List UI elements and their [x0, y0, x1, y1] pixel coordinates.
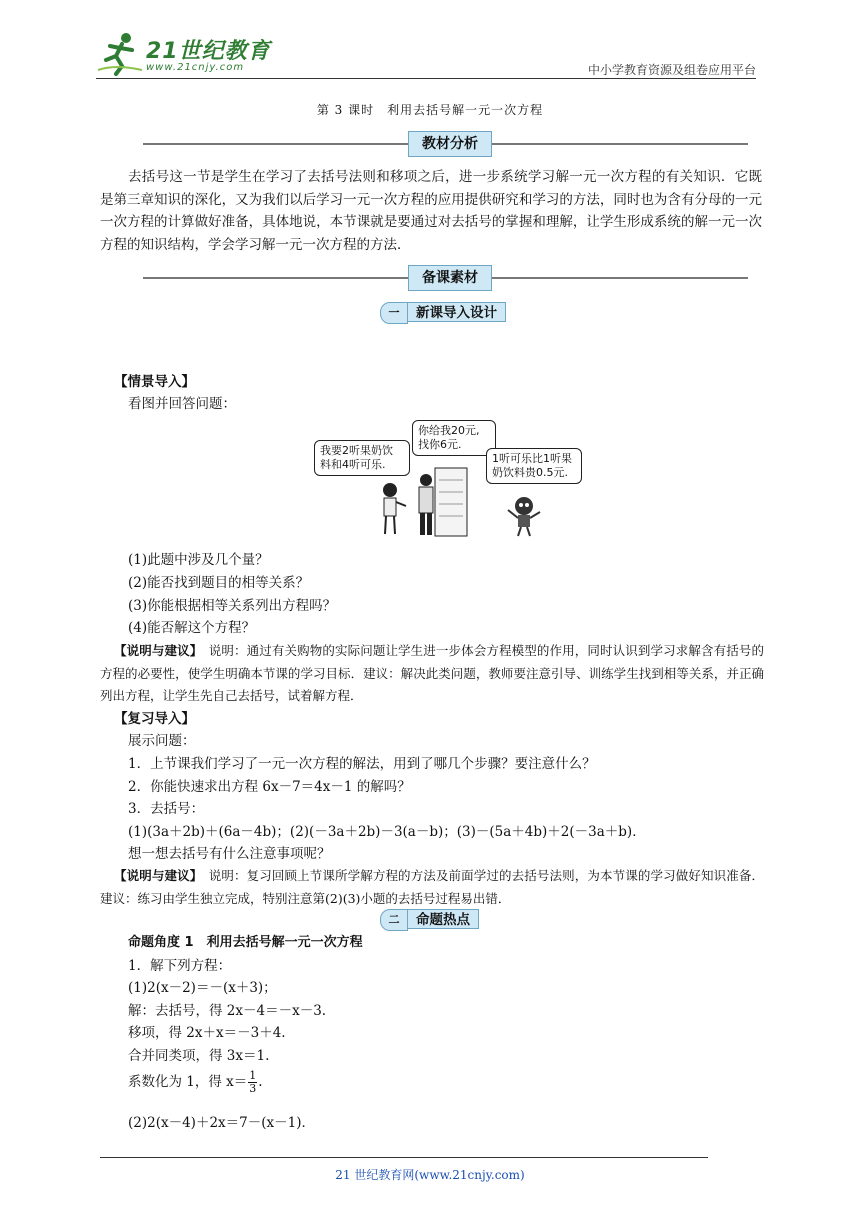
note-lead: 【说明与建议】 — [114, 868, 197, 883]
scene-heading: 【情景导入】 — [114, 374, 195, 390]
section-hot — [380, 909, 479, 929]
section-label: 新课导入设计 — [408, 302, 506, 322]
note-text: 说明：通过有关购物的实际问题让学生进一步体会方程模型的作用，同时认识到学习求解含有括号的方程的必要性，使学生明确本节课的学习目标．建议：解决此类问题，教师要注意引导、训练学生找到相等关系，并正确列出方程，让学生先自己去括号，试着解方程． — [100, 643, 764, 703]
step-text: . — [258, 1074, 263, 1090]
bubble-text: 你给我20元, — [418, 424, 480, 437]
review-note — [100, 865, 764, 910]
bubble-text: 找你6元. — [418, 438, 462, 451]
footer-link[interactable]: 21 世纪教育网(www.21cnjy.com) — [335, 1168, 525, 1182]
bubble-text: 料和4听可乐. — [320, 458, 386, 471]
question-1: (1)此题中涉及几个量？ — [128, 552, 269, 568]
review-item-3: 3．去括号： — [128, 801, 205, 817]
platform-name: 中小学教育资源及组卷应用平台 — [587, 63, 756, 77]
bubble-text: 奶饮料贵0.5元. — [492, 466, 568, 479]
review-item-3-parts: (1)(3a＋2b)＋(6a－4b)；(2)(－3a＋2b)－3(a－b)；(3)－(5a＋4b)＋2(－3a＋b)． — [128, 824, 646, 840]
scene-prompt: 看图并回答问题： — [128, 396, 236, 412]
fraction — [248, 1070, 257, 1095]
analysis-paragraph: 去括号这一节是学生在学习了去括号法则和移项之后，进一步系统学习解一元一次方程的有关知识．它既是第三章知识的深化，又为我们以后学习一元一次方程的应用提供研究和学习的方法，同时也为含有分母的一元一次方程的计算做好准备，具体地说，本节课就是要通过对去括号的掌握和理解，让学生形成系统的解一元一次方程的知识结构，学会学习解一元一次方程的方法． — [100, 169, 762, 253]
site-logo — [96, 30, 271, 80]
header-divider — [96, 78, 756, 79]
section-label: 命题热点 — [408, 909, 479, 929]
logo-url: www.21cnjy.com — [146, 62, 245, 73]
logo-text: 21世纪教育 — [146, 39, 271, 64]
runner-icon — [96, 30, 146, 76]
equation-1: (1)2(x－2)＝－(x＋3)； — [128, 980, 277, 996]
section-intro-design — [380, 302, 506, 322]
section-number: 一 — [380, 302, 408, 324]
characters-icon — [310, 458, 580, 540]
hot-task: 1．解下列方程： — [128, 958, 232, 974]
scene-note — [100, 640, 764, 708]
equation-2: (2)2(x－4)＋2x＝7－(x－1)． — [128, 1115, 315, 1131]
solution-step-1: 解：去括号，得 2x－4＝－x－3. — [128, 1003, 327, 1019]
solution-step-3: 合并同类项，得 3x＝1. — [128, 1048, 270, 1064]
section-analysis: 教材分析 — [408, 131, 492, 157]
shopping-illustration — [310, 418, 580, 540]
bubble-text: 1听可乐比1听果 — [492, 452, 572, 465]
denominator: 3 — [249, 1082, 257, 1095]
bubble-text: 我要2听果奶饮 — [320, 444, 393, 457]
note-text: 说明：复习回顾上节课所学解方程的方法及前面学过的去括号法则，为本节课的学习做好知识准备．建议：练习由学生独立完成，特别注意第(2)(3)小题的去括号过程易出错． — [100, 868, 764, 906]
review-show: 展示问题： — [128, 733, 196, 749]
footer-divider — [100, 1157, 708, 1158]
question-3: (3)你能根据相等关系列出方程吗？ — [128, 598, 337, 614]
section-number: 二 — [380, 909, 408, 931]
solution-step-2: 移项，得 2x＋x＝－3＋4. — [128, 1025, 286, 1041]
speech-bubble-seller — [412, 420, 496, 456]
hot-angle: 命题角度 1 利用去括号解一元一次方程 — [128, 935, 363, 950]
review-item-2: 2．你能快速求出方程 6x－7＝4x－1 的解吗？ — [128, 779, 411, 795]
note-lead: 【说明与建议】 — [114, 643, 197, 658]
review-heading: 【复习导入】 — [114, 711, 195, 727]
review-think: 想一想去括号有什么注意事项呢？ — [128, 846, 331, 862]
numerator: 1 — [249, 1069, 257, 1082]
page-title: 第 3 课时 利用去括号解一元一次方程 — [316, 103, 544, 117]
review-item-1: 1．上节课我们学习了一元一次方程的解法，用到了哪几个步骤？要注意什么？ — [128, 756, 596, 772]
question-4: (4)能否解这个方程？ — [128, 620, 256, 636]
section-materials: 备课素材 — [408, 265, 492, 291]
solution-step-4 — [128, 1070, 263, 1095]
step-text: 系数化为 1，得 x＝ — [128, 1074, 248, 1090]
question-2: (2)能否找到题目的相等关系？ — [128, 575, 310, 591]
